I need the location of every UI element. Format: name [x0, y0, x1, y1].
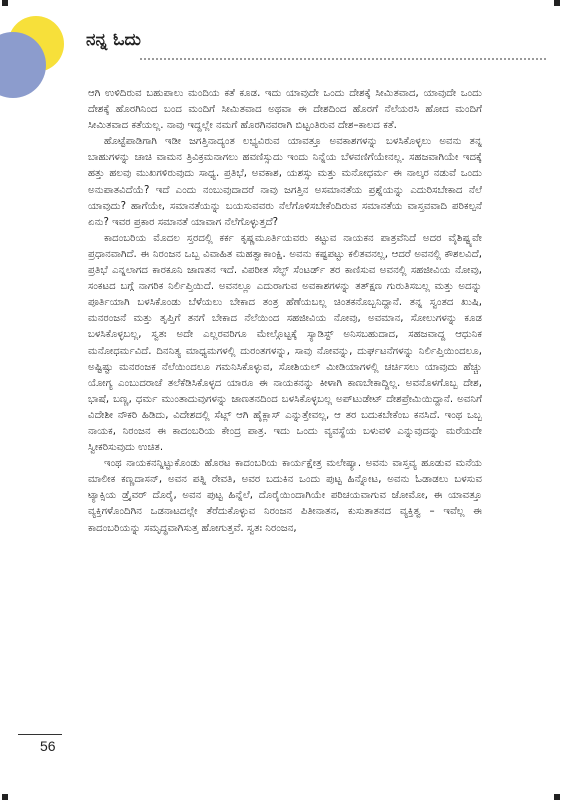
running-header-title: ನನ್ನ ಓದು [86, 30, 141, 50]
header-dotted-rule [140, 58, 546, 60]
crop-mark-bottom-left [2, 794, 8, 800]
crop-mark-top-right [554, 0, 560, 6]
paragraph: ಕಾದಂಬರಿಯ ಮೊದಲ ಸ್ತರದಲ್ಲಿ ಕರ್ಕ ಕೃಷ್ಣಮೂರ್ತಿಯವರು ಕಟ್ಟುವ ನಾಯಕನ ಪಾತ್ರವೆನಿದೆ ಅದರ ವೈಶಿಷ್ಟ್ಯವೇ ಪ್ರಧಾನವಾಗಿದೆ. ಈ ನಿರಂಜನ ಒಬ್ಬ ವಿವಾಹಿತ ಮಹತ್ವಾಕಾಂಕ್ಷಿ. ಅವನು ಕಷ್ಟಪಟ್ಟು ಕಲಿತವನಲ್ಲ, ಆದರೆ ಅವನಲ್ಲಿ ಕೌಶಲವಿದೆ, ಪ್ರತಿಭೆ ಎನ್ನಲಾಗದ ಕಾರಕೂನಿ ಜಾಣತನ ಇದೆ. ವಿಪರೀತ ಸೆಲ್ಫ್ ಸೆಂಟರ್ಡ್ ತರ ಕಾಣಿಸುವ ಅವನಲ್ಲಿ ಸಹಜೀವಿಯ ನೋವು, ಸಂಕಟದ ಬಗ್ಗೆ ನಾಗರಿಕ ನಿರ್ಲಿಪ್ತಿಯಿದೆ. ಅವನಲ್ಲೂ ಎದುರಾಗುವ ಅವಕಾಶಗಳನ್ನು ತತ್‌ಕ್ಷಣ ಗುರುತಿಸಬಲ್ಲ ಮತ್ತು ಅದನ್ನು ಪೂರ್ತಿಯಾಗಿ ಬಳಸಿಕೊಂಡು ಬೆಳೆಯಲು ಬೇಕಾದ ತಂತ್ರ ಹೆಣೆಯಬಲ್ಲ ಚಿಂತಕನೊಬ್ಬನಿದ್ದಾನೆ. ತನ್ನ ಸ್ವಂತದ ಖುಷಿ, ಮನರಂಜನೆ ಮತ್ತು ತೃಪ್ತಿಗೆ ತನಗೆ ಬೇಕಾದ ನೆಲೆಯಿಂದ ಸಹಜೀವಿಯ ನೋವು, ಅವಮಾನ, ಸೋಲುಗಳನ್ನು ಕೂಡ ಬಳಸಿಕೊಳ್ಳಬಲ್ಲ, ಸ್ವತಃ ಅದೇ ಎಲ್ಲರವರಿಗೂ ಮೇಲ್ಗೊಟ್ಟಕ್ಕೆ ಸ್ಯಾಡಿಸ್ಟ್ ಅನಿಸಬಹುದಾದ, ಸಹಜವಾದ್ದ ಆಧುನಿಕ ಮನೋಧರ್ಮವಿದೆ. ದಿನನಿತ್ಯ ಮಾಧ್ಯಮಗಳಲ್ಲಿ ದುರಂತಗಳನ್ನು, ಸಾವು ನೋವನ್ನು, ದುರ್ಘಟನೆಗಳನ್ನು ನಿರ್ಲಿಪ್ತಿಯಿಂದಲೂ, ಅಷ್ಟಿಷ್ಟು ಮನರಂಜಕ ನೆಲೆಯಿಂದಲೂ ಗಮನಿಸಿಕೊಳ್ಳುವ, ಸೋಶಿಯಲ್ ಮೀಡಿಯಾಗಳಲ್ಲಿ ಚರ್ಚಿಸಲು ಯಾವುದು ಹೆಚ್ಚು ಯೋಗ್ಯ ಎಂಬುದರಾಚೆ ತಲೆಕೆಡಿಸಿಕೊಳ್ಳದ ಯಾರೂ ಈ ನಾಯಕನನ್ನು ಕೀಳಾಗಿ ಕಾಣಬೇಕಾದ್ದಿಲ್ಲ. ಅವನೊಳಗೊಬ್ಬ ದೇಶ, ಭಾಷೆ, ಬಣ್ಣ, ಧರ್ಮ ಮುಂತಾದುವುಗಳನ್ನು ಜಾಣತನದಿಂದ ಬಳಸಿಕೊಳ್ಳಬಲ್ಲ ಅಪ್‌ಟುಡೇಟ್ ದೇಶಪ್ರೇಮಿಯಿದ್ದಾನೆ. ಅವನಿಗೆ ವಿದೇಶೀ ನೌಕರಿ ಹಿಡಿದು, ವಿದೇಶದಲ್ಲಿ ಸೆಟ್ಲ್ ಆಗಿ ಹೈಕ್ಲಾಸ್ ಎನ್ನುತ್ತೇವಲ್ಲ, ಆ ತರ ಬದುಕಬೇಕೆಂಬ ಕನಸಿದೆ. ಇಂಥ ಒಬ್ಬ ನಾಯಕ, ನಿರಂಜನ ಈ ಕಾದಂಬರಿಯ ಕೇಂದ್ರ ಪಾತ್ರ. ಇದು ಒಂದು ವ್ಯವಸ್ಥೆಯ ಬಳುವಳಿ ಎನ್ನುವುದನ್ನು ಮರೆಯದೇ ಸ್ವೀಕರಿಸುವುದು ಉಚಿತ. [88, 232, 482, 454]
paragraph: ಹೊಟ್ಟೆಪಾಡಿಗಾಗಿ ಇಡೀ ಜಗತ್ತಿನಾದ್ಯಂತ ಲಭ್ಯವಿರುವ ಯಾವತ್ತೂ ಅವಕಾಶಗಳನ್ನು ಬಳಸಿಕೊಳ್ಳಲು ಅವನು ತನ್ನ ಬಾಹುಗಳನ್ನು ಚಾಚಿ ವಾಮನ ತ್ರಿವಿಕ್ರಮನಾಗಲು ಹವಣಿಸ್ಸುದು ಇಂದು ನಿನ್ನೆಯ ಬೆಳವಣಿಗೆಯೇನಲ್ಲ. ಸಹಜವಾಗಿಯೇ ಇದಕ್ಕೆ ಹತ್ತು ಹಲವು ಮುಖಗಳಿರುವುದು ಸಾಧ್ಯ. ಪ್ರತಿಭೆ, ಅವಕಾಶ, ಯಶಸ್ಸು ಮತ್ತು ಮನೋಧರ್ಮ ಈ ನಾಲ್ಕರ ನಡುವೆ ಒಂದು ಅನುಪಾತವಿದೆಯೆ? ಇದೆ ಎಂದು ನಂಬುವುದಾದರೆ ನಾವು ಜಗತ್ತಿನ ಅಸಮಾನತೆಯ ಪ್ರಶ್ನೆಯನ್ನು ಎದುರಿಸಬೇಕಾದ ನೆಲೆ ಯಾವುದು? ಹಾಗೆಯೇ, ಸಮಾನತೆಯನ್ನು ಬಯಸುವವರು ನೆಲೆಗೊಳಿಸಬೇಕೆಂದಿರುವ ಸಮಾನತೆಯ ವಾಸ್ತವವಾದಿ ಪರಿಕಲ್ಪನೆ ಏನು? ಇವರ ಪ್ರಕಾರ ಸಮಾನತೆ ಯಾವಾಗ ನೆಲೆಗೊಳ್ಳುತ್ತದೆ? [88, 136, 482, 228]
crop-mark-top-left [2, 0, 8, 6]
paragraph: ಆಗಿ ಉಳಿದಿರುವ ಬಹುಪಾಲು ಮಂದಿಯ ಕತೆ ಕೂಡ. ಇದು ಯಾವುದೇ ಒಂದು ದೇಶಕ್ಕೆ ಸೀಮಿತವಾದ, ಯಾವುದೇ ಒಂದು ದೇಶಕ್ಕೆ ಹೊರಗಿನಿಂದ ಬಂದ ಮಂದಿಗೆ ಸೀಮಿತವಾದ ಅಥವಾ ಈ ದೇಶದಿಂದ ಹೊರಗೆ ನೆಲೆಯರಸಿ ಹೋದ ಮಂದಿಗೆ ಸೀಮಿತವಾದ ಕತೆಯಲ್ಲ. ನಾವು ಇದ್ದಲ್ಲೇ ನಮಗೆ ಹೊರಗಿನವರಾಗಿ ಬಿಟ್ಟಂತಿರುವ ದೇಶ–ಕಾಲದ ಕತೆ. [88, 88, 482, 132]
body-text [88, 86, 482, 738]
crop-mark-bottom-right [554, 794, 560, 800]
page-number: 56 [40, 738, 56, 754]
footer-rule [18, 734, 62, 735]
paragraph: ಇಂಥ ನಾಯಕನನ್ನಿಟ್ಟುಕೊಂಡು ಹೊರಟ ಕಾದಂಬರಿಯ ಕಾರ್ಯಕ್ಷೇತ್ರ ಮಲೇಷ್ಯಾ. ಅವನು ವಾಸ್ತವ್ಯ ಹೂಡುವ ಮನೆಯ ಮಾಲೀಕ ಕಣ್ಣದಾಸನ್, ಅವನ ಪತ್ನಿ ರೇವತಿ, ಅವರ ಬದುಕಿನ ಒಂದು ಪುಟ್ಟ ಹಿನ್ನೋಟ, ಅವನು ಓಡಾಡಲು ಬಳಸುವ ಟ್ಯಾಕ್ಸಿಯ ಡ್ರೈವರ್ ದೊರೈ, ಅವನ ಪುಟ್ಟ ಹಿನ್ನೆಲೆ, ದೊರೈಯಿಂದಾಗಿಯೇ ಪರಿಚಯವಾಗುವ ಜೋಮೋ, ಈ ಯಾವತ್ತೂ ವ್ಯಕ್ತಿಗಳೊಂದಿಗಿನ ಒಡನಾಟದಲ್ಲೇ ತೆರೆದುಕೊಳ್ಳುವ ನಿರಂಜನ ಪಿತೀನಾತನ, ಕುಸುತಾತನದ ವ್ಯಕ್ತಿತ್ವ – ಇವೆಲ್ಲ ಈ ಕಾದಂಬರಿಯನ್ನು ಸಮೃದ್ಧವಾಗಿಸುತ್ತ ಹೋಗುತ್ತವೆ. ಸ್ವತಃ ನಿರಂಜನ, [88, 458, 482, 534]
